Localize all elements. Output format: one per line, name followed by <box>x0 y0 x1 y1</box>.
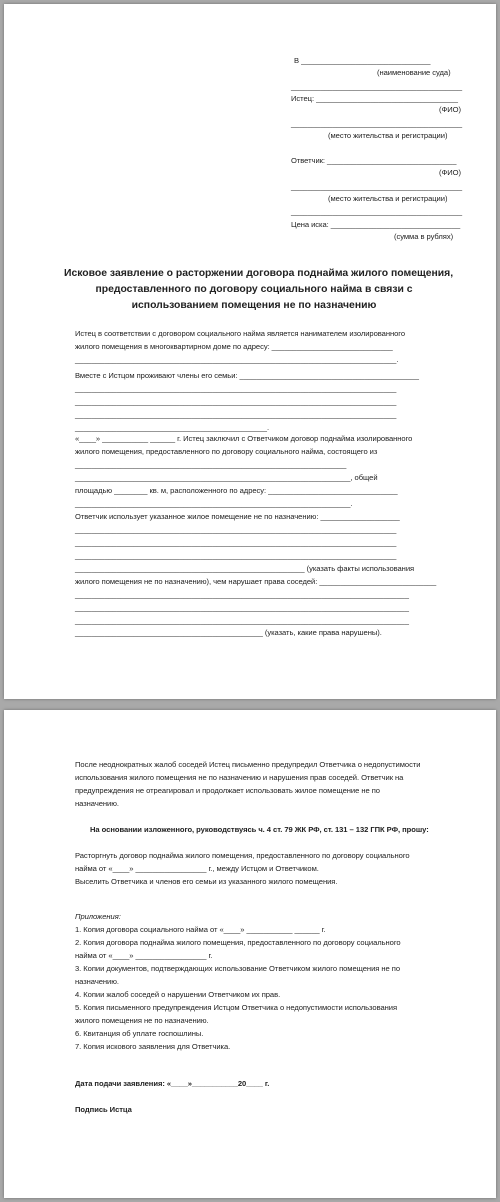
request-line-1: Расторгнуть договор поднайма жилого помещения, предоставленного по договору социального <box>75 851 410 860</box>
attachment-4: 4. Копии жалоб соседей о нарушении Ответчиком их прав. <box>75 990 281 999</box>
attachment-3-line-2: назначению. <box>75 977 119 986</box>
attachment-5-line-1: 5. Копия письменного предупреждения Истцом Ответчика о недопустимости использования <box>75 1003 398 1012</box>
attachment-6: 6. Квитанция об уплате госпошлины. <box>75 1029 204 1038</box>
defendant-address-hint: (место жительства и регистрации) <box>328 194 448 203</box>
defendant-fio-hint: (ФИО) <box>439 168 461 177</box>
document-title <box>64 266 454 314</box>
p1-line-2: жилого помещения в многоквартирном доме по адресу: _____________________________ <box>75 342 393 351</box>
p5-line-1: После неоднократных жалоб соседей Истец письменно предупредил Ответчика о недопустимости <box>75 760 421 769</box>
p4-line-6: жилого помещения не по назначению), чем нарушает права соседей: ____________________________ <box>75 577 437 586</box>
p1-line-1: Истец в соответствии с договором социального найма является нанимателем изолированного <box>75 329 406 338</box>
title-line-3: использованием помещения не по назначению <box>131 300 377 311</box>
request-line-3: Выселить Ответчика и членов его семьи из указанного жилого помещения. <box>75 877 338 886</box>
attachment-2-line-1: 2. Копия договора поднайма жилого помещения, предоставленного по договору социального <box>75 938 401 947</box>
plaintiff-line: Истец: __________________________________ <box>291 94 458 103</box>
p4-line-10: _____________________________________________ (указать, какие права нарушены). <box>75 628 382 637</box>
p2-line-3: _____________________________________________________________________________ <box>75 397 397 406</box>
attachment-7: 7. Копия искового заявления для Ответчика. <box>75 1042 231 1051</box>
p5-line-2: использования жилого помещения не по назначению и нарушения прав соседей. Ответчик на <box>75 773 404 782</box>
p3-line-1: «____» ___________ ______ г. Истец заключил с Ответчиком договор поднайма изолированного <box>75 434 413 443</box>
p4-line-9: ________________________________________________________________________________ <box>75 616 409 625</box>
p3-line-3: _________________________________________________________________ <box>75 460 347 469</box>
attachment-3-line-1: 3. Копии документов, подтверждающих использование Ответчиком жилого помещения не по <box>75 964 401 973</box>
document-page-2 <box>4 710 496 1198</box>
p5-line-3: предупреждения не отреагировал и продолжает использовать жилое помещение не по <box>75 786 380 795</box>
attachment-5-line-2: жилого помещения не по назначению. <box>75 1016 209 1025</box>
defendant-line-3: _________________________________________ <box>291 207 463 216</box>
p3-line-5: площадью ________ кв. м, расположенного по адресу: _______________________________ <box>75 486 398 495</box>
p3-line-6: __________________________________________________________________. <box>75 499 353 508</box>
p4-line-4: _____________________________________________________________________________ <box>75 551 397 560</box>
p4-line-2: _____________________________________________________________________________ <box>75 525 397 534</box>
court-line-2: _________________________________________ <box>291 82 463 91</box>
p5-line-4: назначению. <box>75 799 119 808</box>
plaintiff-fio-hint: (ФИО) <box>439 105 461 114</box>
defendant-line: Ответчик: _______________________________ <box>291 156 457 165</box>
attachment-2-line-2: найма от «____» _________________ г. <box>75 951 213 960</box>
request-line-2: найма от «____» _________________ г., между Истцом и Ответчиком. <box>75 864 319 873</box>
plaintiff-address-hint: (место жительства и регистрации) <box>328 131 448 140</box>
defendant-line-2: _________________________________________ <box>291 182 463 191</box>
title-line-2: предоставленного по договору социального найма в связи с <box>95 284 413 295</box>
p3-line-2: жилого помещения, предоставленного по договору социального найма, состоящего из <box>75 447 378 456</box>
attachments-title: Приложения: <box>75 912 121 921</box>
p4-line-1: Ответчик использует указанное жилое помещение не по назначению: ___________________ <box>75 512 400 521</box>
p2-line-5: ______________________________________________. <box>75 423 270 432</box>
p4-line-5: _______________________________________________________ (указать факты использования <box>75 564 415 573</box>
p2-line-4: _____________________________________________________________________________ <box>75 410 397 419</box>
price-hint: (сумма в рублях) <box>394 232 454 241</box>
p4-line-7: ________________________________________________________________________________ <box>75 590 409 599</box>
price-line: Цена иска: _______________________________ <box>291 220 461 229</box>
p4-line-3: _____________________________________________________________________________ <box>75 538 397 547</box>
title-line-1: Исковое заявление о расторжении договора поднайма жилого помещения, <box>64 268 454 279</box>
court-line: В _______________________________ <box>294 56 431 65</box>
p2-line-1: Вместе с Истцом проживают члены его семьи: ___________________________________________ <box>75 371 419 380</box>
court-hint: (наименование суда) <box>377 68 451 77</box>
attachment-1: 1. Копия договора социального найма от «____» ___________ ______ г. <box>75 925 326 934</box>
document-page-1 <box>4 4 496 699</box>
p4-line-8: ________________________________________________________________________________ <box>75 603 409 612</box>
p1-line-3: _____________________________________________________________________________. <box>75 355 399 364</box>
plaintiff-line-2: _________________________________________ <box>291 119 463 128</box>
plaintiff-signature: Подпись Истца <box>75 1105 132 1114</box>
p3-line-4: __________________________________________________________________, общей <box>75 473 378 482</box>
legal-basis: На основании изложенного, руководствуясь ч. 4 ст. 79 ЖК РФ, ст. 131 – 132 ГПК РФ, прошу: <box>90 825 429 834</box>
p2-line-2: _____________________________________________________________________________ <box>75 384 397 393</box>
filing-date-line: Дата подачи заявления: «____»___________20____ г. <box>75 1079 270 1088</box>
